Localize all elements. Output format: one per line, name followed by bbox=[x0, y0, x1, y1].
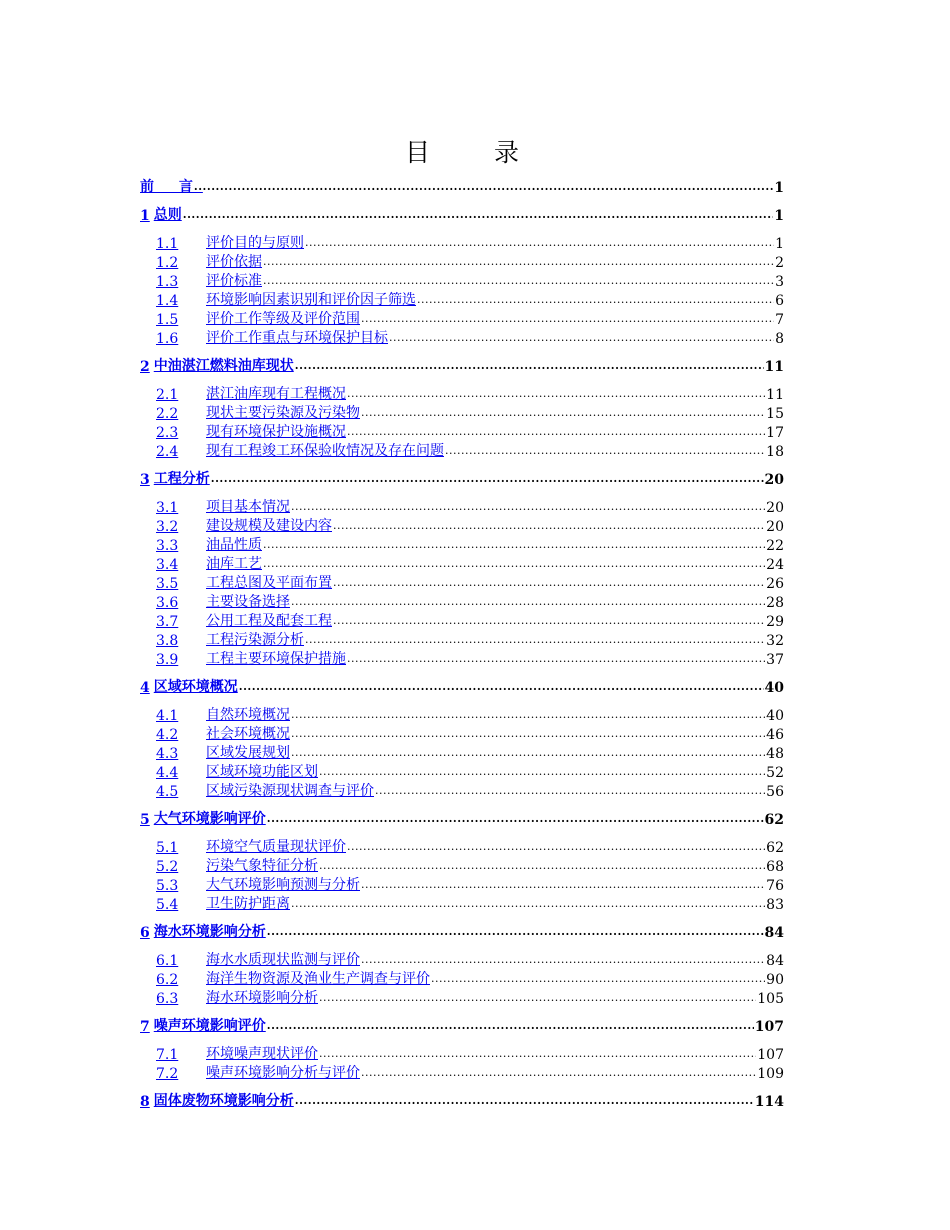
toc-section-number[interactable]: 5.1 bbox=[156, 840, 179, 856]
dot-leader bbox=[291, 745, 765, 759]
toc-page-number: 18 bbox=[766, 444, 784, 460]
toc-section-entry[interactable] bbox=[140, 309, 784, 328]
toc-section-number[interactable]: 6.1 bbox=[156, 953, 179, 969]
toc-chapter-number[interactable]: 6 bbox=[140, 925, 150, 941]
toc-section-title[interactable]: 噪声环境影响分析与评价 bbox=[206, 1065, 360, 1081]
dot-leader bbox=[319, 858, 765, 872]
toc-page-number: 83 bbox=[766, 897, 784, 913]
toc-section-title[interactable]: 评价依据 bbox=[206, 254, 262, 270]
dot-leader bbox=[347, 386, 765, 400]
dot-leader bbox=[361, 405, 765, 419]
toc-chapter-entry[interactable] bbox=[140, 922, 784, 941]
dot-leader bbox=[319, 764, 765, 778]
dot-leader bbox=[263, 273, 774, 287]
toc-section-title[interactable]: 社会环境概况 bbox=[206, 726, 290, 742]
toc-page-number: 1 bbox=[774, 180, 784, 196]
toc-section-number[interactable]: 3.9 bbox=[156, 652, 179, 668]
toc-section-number[interactable]: 3.2 bbox=[156, 519, 179, 535]
toc-chapter-block bbox=[140, 922, 784, 1007]
toc-section-entry[interactable] bbox=[140, 252, 784, 271]
toc-section-entry[interactable] bbox=[140, 1044, 784, 1063]
toc-page-number: 29 bbox=[766, 614, 784, 630]
toc-section-title[interactable]: 评价目的与原则 bbox=[206, 235, 304, 251]
toc-section-number[interactable]: 1.4 bbox=[156, 293, 179, 309]
toc-page-number: 84 bbox=[766, 953, 784, 969]
toc-section-number[interactable]: 1.5 bbox=[156, 312, 179, 328]
toc-section-title[interactable]: 主要设备选择 bbox=[206, 594, 290, 610]
toc-chapter-title[interactable]: 中油湛江燃料油库现状 bbox=[153, 358, 294, 374]
dot-leader bbox=[431, 971, 765, 985]
toc-page-number: 52 bbox=[766, 765, 784, 781]
toc-section-number[interactable]: 3.1 bbox=[156, 500, 179, 516]
toc-section-title[interactable]: 大气环境影响预测与分析 bbox=[206, 877, 360, 893]
dot-leader bbox=[194, 179, 773, 193]
toc-page-number: 1 bbox=[775, 236, 784, 252]
toc-page-number: 84 bbox=[764, 925, 784, 941]
toc-section-entry[interactable] bbox=[140, 497, 784, 516]
toc-section-number[interactable]: 3.7 bbox=[156, 614, 179, 630]
toc-section-title[interactable]: 评价工作重点与环境保护目标 bbox=[206, 330, 388, 346]
dot-leader bbox=[347, 839, 765, 853]
toc-chapter-title[interactable]: 工程分析 bbox=[153, 471, 210, 487]
toc-page-number: 32 bbox=[766, 633, 784, 649]
toc-page-number: 114 bbox=[754, 1094, 784, 1110]
toc-section-title[interactable]: 海水水质现状监测与评价 bbox=[206, 952, 360, 968]
toc-chapter-number[interactable]: 3 bbox=[140, 472, 150, 488]
toc-page-number: 48 bbox=[766, 746, 784, 762]
toc-section-number[interactable]: 4.2 bbox=[156, 727, 179, 743]
toc-page-number: 20 bbox=[764, 472, 784, 488]
dot-leader bbox=[319, 1046, 756, 1060]
toc-page-number: 105 bbox=[757, 991, 784, 1007]
toc-chapter-block bbox=[140, 1091, 784, 1110]
dot-leader bbox=[417, 292, 774, 306]
toc-chapter-block bbox=[140, 177, 784, 196]
toc-section-title[interactable]: 工程污染源分析 bbox=[206, 632, 304, 648]
toc-section-number[interactable]: 3.5 bbox=[156, 576, 179, 592]
toc-section-entry[interactable] bbox=[140, 649, 784, 668]
toc-page-number: 76 bbox=[766, 878, 784, 894]
dot-leader bbox=[295, 358, 764, 372]
toc-chapter-title[interactable]: 区域环境概况 bbox=[153, 679, 238, 695]
toc-chapter-block bbox=[140, 809, 784, 913]
dot-leader bbox=[361, 311, 774, 325]
toc-section-title[interactable]: 工程主要环境保护措施 bbox=[206, 651, 346, 667]
toc-section-entry[interactable] bbox=[140, 969, 784, 988]
dot-leader bbox=[291, 707, 765, 721]
toc-page-number: 1 bbox=[774, 208, 784, 224]
dot-leader bbox=[239, 679, 764, 693]
dot-leader bbox=[291, 896, 765, 910]
toc-section-entry[interactable] bbox=[140, 705, 784, 724]
dot-leader bbox=[347, 424, 765, 438]
dot-leader bbox=[211, 471, 764, 485]
toc-chapter-number[interactable]: 5 bbox=[140, 812, 150, 828]
toc-section-number[interactable]: 2.1 bbox=[156, 387, 179, 403]
toc-page-number: 3 bbox=[775, 274, 784, 290]
toc-section-number[interactable]: 5.4 bbox=[156, 897, 179, 913]
toc-section-title[interactable]: 现有工程竣工环保验收情况及存在问题 bbox=[206, 443, 444, 459]
toc-section-number[interactable]: 2.4 bbox=[156, 444, 179, 460]
toc-section-title[interactable]: 评价工作等级及评价范围 bbox=[206, 311, 360, 327]
page-title: 目 录 bbox=[405, 138, 547, 167]
toc-section-title[interactable]: 环境空气质量现状评价 bbox=[206, 839, 346, 855]
toc-chapter-entry[interactable] bbox=[140, 1016, 784, 1035]
toc-page-number: 56 bbox=[766, 784, 784, 800]
toc-chapter-title[interactable]: 总则 bbox=[153, 207, 182, 223]
toc-section-entry[interactable] bbox=[140, 290, 784, 309]
toc-section-title[interactable]: 卫生防护距离 bbox=[206, 896, 290, 912]
toc-chapter-entry[interactable] bbox=[140, 205, 784, 224]
toc-chapter-block bbox=[140, 1016, 784, 1082]
dot-leader bbox=[389, 330, 774, 344]
toc-section-number[interactable]: 1.2 bbox=[156, 255, 179, 271]
toc-chapter-number[interactable]: 7 bbox=[140, 1019, 150, 1035]
toc-chapter-block bbox=[140, 205, 784, 347]
toc-section-title[interactable]: 现状主要污染源及污染物 bbox=[206, 405, 360, 421]
toc-chapter-title[interactable]: 海水环境影响分析 bbox=[153, 924, 266, 940]
toc-section-entry[interactable] bbox=[140, 535, 784, 554]
toc-page-number: 20 bbox=[766, 519, 784, 535]
toc-section-title[interactable]: 建设规模及建设内容 bbox=[206, 518, 332, 534]
toc-section-title[interactable]: 自然环境概况 bbox=[206, 707, 290, 723]
dot-leader bbox=[305, 632, 765, 646]
toc-section-number[interactable]: 5.3 bbox=[156, 878, 179, 894]
toc-section-title[interactable]: 区域污染源现状调查与评价 bbox=[206, 783, 374, 799]
dot-leader bbox=[263, 537, 765, 551]
toc-section-title[interactable]: 湛江油库现有工程概况 bbox=[206, 386, 346, 402]
dot-leader bbox=[319, 990, 756, 1004]
toc-page-number: 40 bbox=[766, 708, 784, 724]
dot-leader bbox=[361, 877, 765, 891]
toc-page-number: 107 bbox=[754, 1019, 784, 1035]
dot-leader bbox=[291, 726, 765, 740]
toc-section-entry[interactable] bbox=[140, 384, 784, 403]
toc-chapter-entry[interactable] bbox=[140, 177, 784, 196]
toc-section-entry[interactable] bbox=[140, 328, 784, 347]
toc-page-number: 28 bbox=[766, 595, 784, 611]
toc-section-title[interactable]: 海洋生物资源及渔业生产调查与评价 bbox=[206, 971, 430, 987]
toc-section-entry[interactable] bbox=[140, 573, 784, 592]
toc-section-title[interactable]: 油品性质 bbox=[206, 537, 262, 553]
toc-page-number: 17 bbox=[766, 425, 784, 441]
toc-section-entry[interactable] bbox=[140, 856, 784, 875]
toc-section-number[interactable]: 4.3 bbox=[156, 746, 179, 762]
toc-section-entry[interactable] bbox=[140, 743, 784, 762]
toc-section-entry[interactable] bbox=[140, 516, 784, 535]
toc-page-number: 90 bbox=[766, 972, 784, 988]
dot-leader bbox=[291, 499, 765, 513]
toc-section-title[interactable]: 工程总图及平面布置 bbox=[206, 575, 332, 591]
toc-chapter-entry[interactable] bbox=[140, 469, 784, 488]
dot-leader bbox=[291, 594, 765, 608]
toc-page-number: 107 bbox=[757, 1047, 784, 1063]
dot-leader bbox=[333, 518, 765, 532]
toc-page-number: 62 bbox=[764, 812, 784, 828]
toc-section-number[interactable]: 6.3 bbox=[156, 991, 179, 1007]
toc-section-entry[interactable] bbox=[140, 611, 784, 630]
dot-leader bbox=[305, 235, 774, 249]
dot-leader bbox=[263, 254, 774, 268]
toc-section-entry[interactable] bbox=[140, 837, 784, 856]
toc-section-title[interactable]: 环境影响因素识别和评价因子筛选 bbox=[206, 292, 416, 308]
toc-section-entry[interactable] bbox=[140, 554, 784, 573]
toc-chapter-title[interactable]: 前 言 bbox=[140, 179, 203, 195]
toc-section-entry[interactable] bbox=[140, 875, 784, 894]
toc-section-number[interactable]: 1.1 bbox=[156, 236, 179, 252]
toc-section-entry[interactable] bbox=[140, 762, 784, 781]
toc-section-title[interactable]: 环境噪声现状评价 bbox=[206, 1046, 318, 1062]
dot-leader bbox=[375, 783, 765, 797]
toc-section-number[interactable]: 2.2 bbox=[156, 406, 179, 422]
dot-leader bbox=[333, 575, 765, 589]
toc-section-number[interactable]: 1.3 bbox=[156, 274, 179, 290]
toc-page-number: 26 bbox=[766, 576, 784, 592]
toc-section-number[interactable]: 4.5 bbox=[156, 784, 179, 800]
toc-section-number[interactable]: 7.2 bbox=[156, 1066, 179, 1082]
dot-leader bbox=[267, 811, 764, 825]
toc-page bbox=[140, 136, 784, 1119]
toc-chapter-number[interactable]: 2 bbox=[140, 359, 150, 375]
dot-leader bbox=[183, 207, 774, 221]
toc-section-entry[interactable] bbox=[140, 781, 784, 800]
toc-section-entry[interactable] bbox=[140, 1063, 784, 1082]
toc-section-entry[interactable] bbox=[140, 233, 784, 252]
toc-section-number[interactable]: 6.2 bbox=[156, 972, 179, 988]
toc-section-entry[interactable] bbox=[140, 950, 784, 969]
toc-section-number[interactable]: 3.8 bbox=[156, 633, 179, 649]
toc-section-title[interactable]: 海水环境影响分析 bbox=[206, 990, 318, 1006]
dot-leader bbox=[361, 1065, 756, 1079]
toc-section-entry[interactable] bbox=[140, 630, 784, 649]
toc-section-entry[interactable] bbox=[140, 403, 784, 422]
toc-chapter-entry[interactable] bbox=[140, 677, 784, 696]
toc-section-entry[interactable] bbox=[140, 724, 784, 743]
dot-leader bbox=[361, 952, 765, 966]
toc-section-title[interactable]: 区域发展规划 bbox=[206, 745, 290, 761]
dot-leader bbox=[267, 1018, 754, 1032]
dot-leader bbox=[267, 924, 764, 938]
toc-section-title[interactable]: 污染气象特征分析 bbox=[206, 858, 318, 874]
toc-section-number[interactable]: 5.2 bbox=[156, 859, 179, 875]
toc-section-number[interactable]: 3.3 bbox=[156, 538, 179, 554]
toc-section-entry[interactable] bbox=[140, 441, 784, 460]
toc-section-entry[interactable] bbox=[140, 894, 784, 913]
toc-chapter-entry[interactable] bbox=[140, 1091, 784, 1110]
toc-chapter-entry[interactable] bbox=[140, 356, 784, 375]
toc-section-title[interactable]: 项目基本情况 bbox=[206, 499, 290, 515]
toc-page-number: 11 bbox=[764, 359, 784, 375]
dot-leader bbox=[333, 613, 765, 627]
toc-chapter-block bbox=[140, 469, 784, 668]
toc-section-number[interactable]: 2.3 bbox=[156, 425, 179, 441]
toc-section-title[interactable]: 现有环境保护设施概况 bbox=[206, 424, 346, 440]
toc-section-number[interactable]: 3.6 bbox=[156, 595, 179, 611]
toc-section-entry[interactable] bbox=[140, 592, 784, 611]
dot-leader bbox=[445, 443, 765, 457]
toc-section-entry[interactable] bbox=[140, 271, 784, 290]
toc-page-number: 8 bbox=[775, 331, 784, 347]
toc-section-title[interactable]: 公用工程及配套工程 bbox=[206, 613, 332, 629]
dot-leader bbox=[263, 556, 765, 570]
toc-page-number: 37 bbox=[766, 652, 784, 668]
toc-page-number: 62 bbox=[766, 840, 784, 856]
toc-section-number[interactable]: 4.1 bbox=[156, 708, 179, 724]
table-of-contents bbox=[140, 177, 784, 1110]
toc-page-number: 40 bbox=[764, 680, 784, 696]
toc-page-number: 11 bbox=[766, 387, 784, 403]
toc-page-number: 24 bbox=[766, 557, 784, 573]
toc-chapter-number[interactable]: 4 bbox=[140, 680, 150, 696]
toc-chapter-title[interactable]: 噪声环境影响评价 bbox=[153, 1018, 266, 1034]
toc-page-number: 6 bbox=[775, 293, 784, 309]
toc-section-title[interactable]: 评价标准 bbox=[206, 273, 262, 289]
toc-section-title[interactable]: 油库工艺 bbox=[206, 556, 262, 572]
toc-chapter-block bbox=[140, 356, 784, 460]
toc-page-number: 22 bbox=[766, 538, 784, 554]
toc-section-entry[interactable] bbox=[140, 988, 784, 1007]
toc-section-title[interactable]: 区域环境功能区划 bbox=[206, 764, 318, 780]
toc-page-number: 2 bbox=[775, 255, 784, 271]
toc-page-number: 46 bbox=[766, 727, 784, 743]
toc-section-number[interactable]: 3.4 bbox=[156, 557, 179, 573]
toc-page-number: 15 bbox=[766, 406, 784, 422]
toc-page-number: 20 bbox=[766, 500, 784, 516]
toc-page-number: 109 bbox=[757, 1066, 784, 1082]
toc-chapter-block bbox=[140, 677, 784, 800]
toc-page-number: 7 bbox=[775, 312, 784, 328]
toc-chapter-title[interactable]: 大气环境影响评价 bbox=[153, 811, 266, 827]
toc-section-number[interactable]: 4.4 bbox=[156, 765, 179, 781]
dot-leader bbox=[347, 651, 765, 665]
toc-chapter-title[interactable]: 固体废物环境影响分析 bbox=[153, 1093, 294, 1109]
toc-section-number[interactable]: 7.1 bbox=[156, 1047, 179, 1063]
dot-leader bbox=[295, 1093, 754, 1107]
toc-section-number[interactable]: 1.6 bbox=[156, 331, 179, 347]
toc-chapter-number[interactable]: 1 bbox=[140, 208, 150, 224]
toc-chapter-number[interactable]: 8 bbox=[140, 1094, 150, 1110]
toc-page-number: 68 bbox=[766, 859, 784, 875]
toc-chapter-entry[interactable] bbox=[140, 809, 784, 828]
toc-section-entry[interactable] bbox=[140, 422, 784, 441]
